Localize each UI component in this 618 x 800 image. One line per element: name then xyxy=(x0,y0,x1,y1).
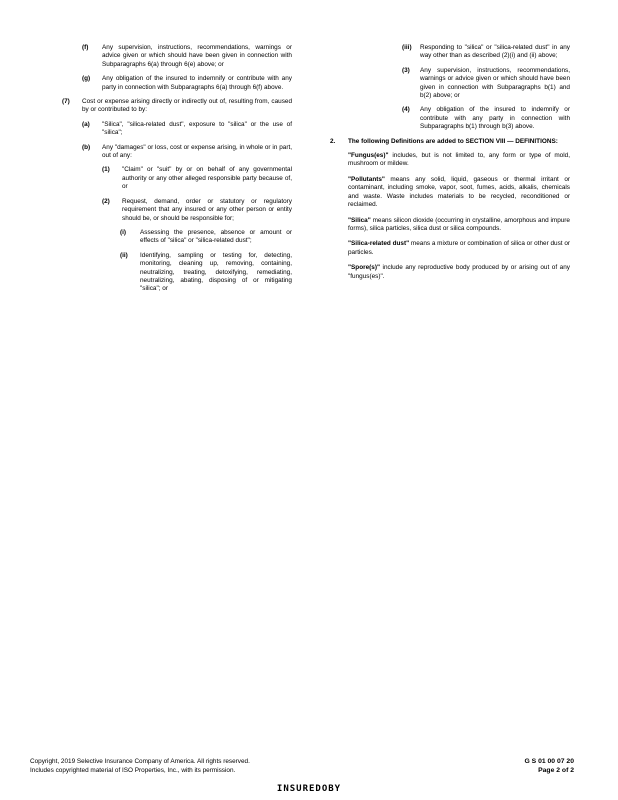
clause-text: Cost or expense arising directly or indirectly out of, resulting from, caused by or contributed to by: xyxy=(82,98,292,114)
clause-label: (f) xyxy=(82,44,89,51)
definition-term: "Silica-related dust" xyxy=(348,240,410,248)
section-text: The following Definitions are added to SECTION VIII — DEFINITIONS: xyxy=(348,137,558,145)
definition-silica-related-dust xyxy=(348,240,570,257)
clause-f xyxy=(62,44,292,69)
footer-copyright xyxy=(30,758,250,775)
definition-pollutants xyxy=(348,176,570,210)
iso-line: Includes copyrighted material of ISO Properties, Inc., with its permission. xyxy=(30,766,236,774)
clause-text: Any obligation of the insured to indemnify or contribute with any party in connection with Subparagraphs b(1) through b(3) above. xyxy=(420,106,570,131)
clause-label: (2) xyxy=(102,197,110,205)
clause-b xyxy=(62,144,292,161)
clause-b2 xyxy=(62,198,292,223)
clause-3 xyxy=(330,67,570,101)
clause-label: (a) xyxy=(82,120,90,128)
definition-term: "Silica" xyxy=(348,216,371,224)
footer-form-info xyxy=(480,758,574,775)
right-column xyxy=(330,44,570,288)
clause-text: Any supervision, instructions, recommendations, warnings or advice given or which should have been given in connection with Subparagraphs 6(a) through 6(e) above; or xyxy=(102,44,292,68)
clause-label: (3) xyxy=(402,66,410,74)
definition-text: means silicon dioxide (occurring in crystalline, amorphous and impure forms), silica particles, silica dust or silica compounds. xyxy=(348,216,570,232)
definition-text: means any solid, liquid, gaseous or thermal irritant or contaminant, including smoke, vapor, soot, fumes, acids, alkalis, chemicals and waste. Waste includes materials to be recycled, reconditioned or reclaimed. xyxy=(348,175,570,209)
clause-text: Responding to "silica" or "silica-related dust" in any way other than as described (2)(i) and (ii) above; xyxy=(420,44,570,60)
clause-a xyxy=(62,121,292,138)
clause-label: (b) xyxy=(82,143,91,151)
clause-text: Assessing the presence, absence or amount or effects of "silica" or "silica-related dust"; xyxy=(140,228,292,245)
clause-label: (i) xyxy=(120,228,127,236)
clause-label: (ii) xyxy=(120,251,128,259)
watermark: INSUREDOBY xyxy=(276,784,342,794)
form-number: G S 01 00 07 20 xyxy=(524,758,574,765)
clause-iii xyxy=(330,44,570,61)
clause-text: Any obligation of the insured to indemnify or contribute with any party in connection with Subparagraphs 6(a) through 6(f) above. xyxy=(102,75,292,91)
definition-term: "Pollutants" xyxy=(348,175,385,183)
definition-spores xyxy=(348,264,570,281)
clause-text: "Claim" or "suit" by or on behalf of any governmental authority or any other alleged responsible party because of, or xyxy=(122,166,292,191)
definition-term: "Spore(s)" xyxy=(348,264,380,272)
clause-text: Any "damages" or loss, cost or expense arising, in whole or in part, out of any: xyxy=(102,143,292,160)
clause-i xyxy=(62,229,292,246)
definition-term: "Fungus(es)" xyxy=(348,152,389,160)
page-number: Page 2 of 2 xyxy=(538,766,574,774)
clause-label: (1) xyxy=(102,166,110,174)
clause-b1 xyxy=(62,166,292,191)
definition-fungus xyxy=(348,152,570,169)
clause-text: "Silica", "silica-related dust", exposure to "silica" or the use of "silica"; xyxy=(102,120,292,137)
clause-ii xyxy=(62,252,292,294)
definition-text: includes, but is not limited to, any form or type of mold, mushroom or mildew. xyxy=(348,152,570,168)
clause-text: Request, demand, order or statutory or regulatory requirement that any insured or any other person or entity should be, or should be responsible for; xyxy=(122,197,292,222)
clause-text: Any supervision, instructions, recommendations, warnings or advice given or which should have been given in connection with Subparagraphs b(1) and b(2) above; or xyxy=(420,66,570,100)
clause-7 xyxy=(62,98,292,115)
clause-label: (7) xyxy=(62,98,70,106)
copyright-line: Copyright, 2019 Selective Insurance Company of America. All rights reserved. xyxy=(30,758,250,765)
definition-text: include any reproductive body produced by or arising out of any "fungus(es)". xyxy=(348,264,570,280)
definitions-list xyxy=(330,152,570,281)
section-label: 2. xyxy=(330,137,336,145)
clause-g xyxy=(62,75,292,92)
clause-4 xyxy=(330,106,570,131)
clause-label: (g) xyxy=(82,75,91,83)
clause-label: (iii) xyxy=(402,44,412,51)
clause-label: (4) xyxy=(402,106,410,114)
section-2 xyxy=(330,138,570,146)
definition-text: means a mixture or combination of silica or other dust or particles. xyxy=(348,240,571,256)
clause-text: Identifying, sampling or testing for, detecting, monitoring, cleaning up, removing, containing, neutralizing, treating, detoxifying, remediating, neutralizing, abating, disposing of or mitigating "silica"; or xyxy=(140,251,292,293)
definition-silica xyxy=(348,217,570,234)
left-column xyxy=(62,44,292,300)
